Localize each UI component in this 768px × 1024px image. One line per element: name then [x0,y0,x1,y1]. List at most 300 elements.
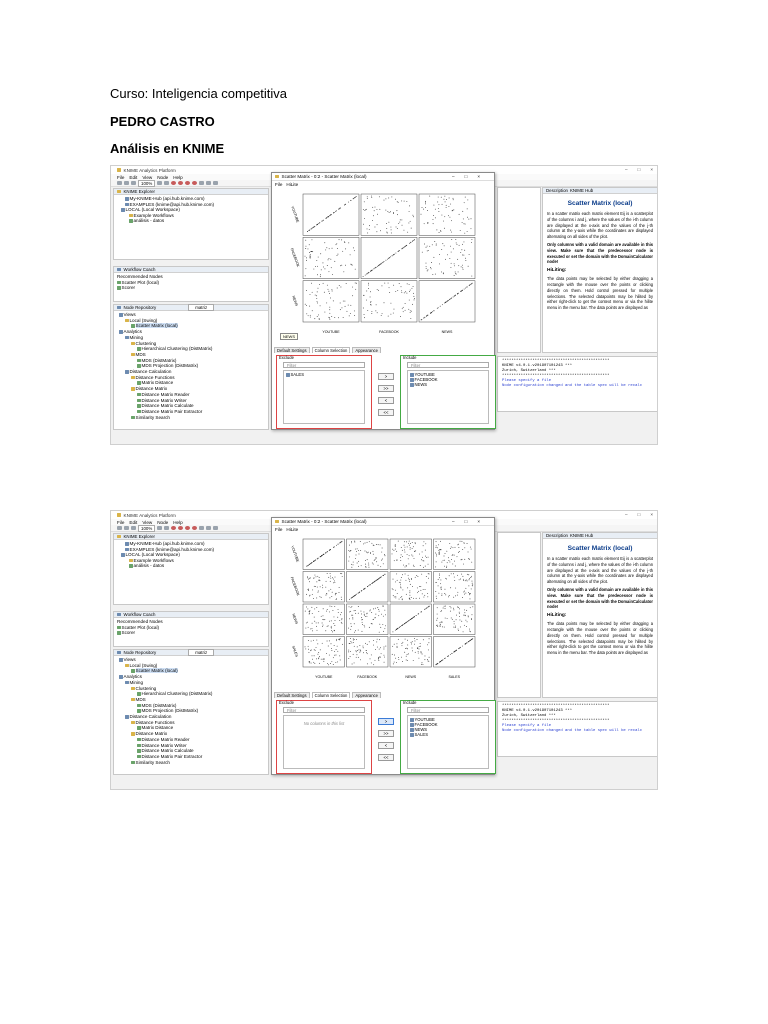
save-all-icon[interactable] [131,526,136,530]
data-point [339,587,340,588]
cancel-all-icon[interactable] [192,181,197,185]
repo-item[interactable]: Similarity Search [135,759,170,765]
data-point [409,579,410,580]
data-point [312,228,313,229]
repo-item[interactable]: Distance Functions [135,719,175,725]
data-point [305,248,306,249]
data-point [449,198,450,199]
data-point [367,196,368,197]
data-point [368,288,369,289]
data-point [375,649,376,650]
scatter-matrix-plot[interactable] [276,189,492,345]
data-point [329,215,330,216]
repo-item[interactable]: Scatter Matrix (local) [135,668,178,674]
menu-node[interactable]: Node [157,174,169,180]
data-point [372,583,373,584]
data-point [414,566,415,567]
data-point [444,196,445,197]
data-point [316,647,317,648]
hub-tab[interactable]: KNIME Hub [569,188,594,193]
menu-file[interactable]: File [117,174,125,180]
repository-search[interactable]: matriz [188,649,214,656]
data-point [464,594,465,595]
data-point [378,290,379,291]
description-tab[interactable]: Description [546,188,568,193]
repository-title: Node Repository [123,305,157,310]
data-point [447,656,448,657]
exclude-filter-input[interactable]: Filter [283,707,365,713]
coach-item[interactable]: Scorer [121,630,136,636]
layout-icon[interactable] [164,181,169,185]
repo-item[interactable]: Views [123,657,136,662]
repo-item[interactable]: Distance Matrix Writer [141,742,187,748]
zoom-select[interactable]: 100% [138,525,155,532]
add-all-button[interactable]: >> [378,730,394,737]
explorer-item[interactable]: EXAMPLES (knime@api.hub.knime.com) [129,546,215,552]
console-line: KNIME v4.0.1.v201907101243 *** [502,709,573,713]
column-name[interactable]: YOUTUBE [414,372,435,377]
data-point [349,611,350,612]
matrix-cell [419,237,475,278]
menu-file[interactable]: File [117,519,125,525]
include-list[interactable] [407,715,489,769]
data-point [401,577,402,578]
data-point [305,628,306,629]
data-point [410,242,411,243]
data-point [318,558,319,559]
cancel-icon[interactable] [185,526,190,530]
explorer-item[interactable]: My-KNIME-Hub (api.hub.knime.com) [129,196,205,201]
repo-item[interactable]: Clustering [135,340,157,346]
repo-item[interactable]: Distance Matrix Reader [141,736,190,742]
include-filter-input[interactable]: Filter [407,362,489,368]
data-point [365,588,366,589]
menu-edit[interactable]: Edit [129,519,138,525]
explorer-item[interactable]: Example Workflows [133,212,174,218]
save-icon[interactable] [124,181,129,185]
execute-all-icon[interactable] [178,526,183,530]
explorer-item[interactable]: EXAMPLES (knime@api.hub.knime.com) [129,201,215,207]
data-point [306,290,307,291]
coach-item[interactable]: Scatter Plot (local) [121,279,160,285]
data-point [449,575,450,576]
repo-item[interactable]: Distance Calculation [129,714,172,720]
data-point [366,652,367,653]
data-point [314,575,315,576]
data-point [425,656,426,657]
data-point [324,268,325,269]
explorer-item[interactable]: My-KNIME-Hub (api.hub.knime.com) [129,541,205,546]
repo-item[interactable]: Distance Matrix Calculate [141,403,194,409]
data-point [401,596,402,597]
data-point [411,642,412,643]
y-axis-label: SALES [291,645,299,658]
close-icon[interactable]: × [650,512,653,517]
data-point [371,196,372,197]
repo-item[interactable]: Local (Swing) [129,662,158,668]
repo-item[interactable]: Distance Matrix Pair Extractor [141,408,203,414]
data-point [398,202,399,203]
data-point [321,616,322,617]
repo-item[interactable]: Distance Functions [135,374,175,380]
new-icon[interactable] [117,526,122,530]
data-point [393,212,394,213]
data-point [334,625,335,626]
align-icon[interactable] [157,181,162,185]
exclude-list[interactable] [283,370,365,424]
data-point [436,545,437,546]
data-point [371,654,372,655]
data-point [310,610,311,611]
explorer-item[interactable]: LOCAL (Local Workspace) [125,552,180,558]
save-all-icon[interactable] [131,181,136,185]
repo-item[interactable]: MDS Projection (DistMatrix) [141,363,199,369]
data-point [391,229,392,230]
data-point [402,625,403,626]
menu-edit[interactable]: Edit [129,174,138,180]
data-point [394,254,395,255]
tab-appearance[interactable]: Appearance [352,692,381,698]
repo-item[interactable]: Distance Calculation [129,369,172,375]
description-p2: Only columns with a valid domain are available in this view. Make sure that the predecessor node is executed or set the domain with the DomainCalculator node! [547,241,653,265]
data-point [370,609,371,610]
data-point [422,662,423,663]
repo-item[interactable]: MDS [135,351,146,357]
reset-icon[interactable] [199,181,204,185]
repo-item[interactable]: MDS [135,696,146,702]
data-point [402,645,403,646]
data-point [330,581,331,582]
data-point [428,649,429,650]
data-point [375,559,376,560]
column-name[interactable]: YOUTUBE [414,717,435,722]
data-point [378,609,379,610]
data-point [394,560,395,561]
data-point [397,646,398,647]
column-name[interactable]: NEWS [414,382,428,387]
node-icon [137,359,141,363]
repo-item[interactable]: Similarity Search [135,414,170,420]
menu-help[interactable]: Help [173,174,183,180]
repo-item[interactable]: Hierarchical Clustering (DistMatrix) [141,691,213,697]
reset-icon[interactable] [199,526,204,530]
data-point [426,263,427,264]
repo-item[interactable]: Clustering [135,685,157,691]
coach-item[interactable]: Scatter Plot (local) [121,624,160,630]
data-point [411,555,412,556]
data-point [357,548,358,549]
dialog-window-controls[interactable]: –□× [451,174,490,179]
data-point [453,199,454,200]
dialog-menu-file[interactable]: File [275,526,283,532]
data-point [421,214,422,215]
add-button[interactable]: > [378,373,394,380]
data-point [339,543,340,544]
data-point [328,590,329,591]
execute-icon[interactable] [171,526,176,530]
data-point [385,210,386,211]
data-point [323,220,324,221]
scatter-matrix-svg[interactable] [276,534,492,690]
data-point [378,659,379,660]
data-point [457,575,458,576]
data-point [434,241,435,242]
close-icon[interactable]: × [650,167,653,172]
data-point [358,561,359,562]
data-point [419,646,420,647]
data-point [306,257,307,258]
data-point [403,565,404,566]
add-all-button[interactable]: >> [378,385,394,392]
console-line: ********************************************** [502,719,610,723]
data-point [350,641,351,642]
coach-item[interactable]: Scorer [121,285,136,291]
data-point [410,290,411,291]
execute-icon[interactable] [171,181,176,185]
column-name[interactable]: FACEBOOK [414,722,438,727]
remove-button[interactable]: < [378,742,394,749]
scatter-matrix-svg[interactable] [276,189,492,345]
layout-icon[interactable] [164,526,169,530]
repo-item[interactable]: Matrix Distance [141,380,174,386]
repo-item[interactable]: Local (Swing) [129,317,158,323]
description-heading: Scatter Matrix (local) [567,200,633,207]
category-icon [125,715,129,719]
data-point [327,551,328,552]
data-point [438,544,439,545]
data-point [309,661,310,662]
explorer-item[interactable]: análisis - datos [133,563,165,569]
repo-item[interactable]: Mining [129,679,144,685]
repo-item[interactable]: Analytics [123,329,142,335]
data-point [468,641,469,642]
minimize-icon[interactable]: – [624,167,628,172]
data-point [392,654,393,655]
data-point [417,587,418,588]
align-icon[interactable] [157,526,162,530]
explorer-icon [117,535,121,539]
minimize-icon[interactable]: – [624,512,628,517]
repo-item[interactable]: MDS Projection (DistMatrix) [141,708,199,714]
data-point [324,242,325,243]
data-point [465,258,466,259]
dialog-menu-file[interactable]: File [275,181,283,187]
explorer-item[interactable]: análisis - datos [133,218,165,224]
data-point [445,589,446,590]
data-point [459,613,460,614]
data-point [322,643,323,644]
data-point [341,573,342,574]
data-point [306,622,307,623]
repo-item[interactable]: Distance Matrix Calculate [141,748,194,754]
data-point [460,541,461,542]
dialog-window-controls[interactable]: –□× [451,519,490,524]
view-icon[interactable] [213,526,218,530]
data-point [398,223,399,224]
add-button[interactable]: > [378,718,394,725]
dialog-menu-hilite[interactable]: HiLite [286,181,299,187]
data-point [401,292,402,293]
remove-all-button[interactable]: << [378,409,394,416]
data-point [442,243,443,244]
zoom-select[interactable]: 100% [138,180,155,187]
hub-icon [125,203,129,207]
repo-item[interactable]: Analytics [123,674,142,680]
data-point [441,272,442,273]
cancel-icon[interactable] [185,181,190,185]
data-point [400,316,401,317]
data-point [435,552,436,553]
data-point [398,541,399,542]
tab-default-settings[interactable]: Default Settings [274,692,310,698]
data-point [404,549,405,550]
node-icon [117,626,121,630]
screenshot-2 [110,510,658,790]
exclude-list[interactable] [283,715,365,769]
data-point [348,242,349,243]
data-point [353,198,354,199]
data-point [422,593,423,594]
data-point [321,221,322,222]
data-point [332,248,333,249]
data-point [348,650,349,651]
remove-all-button[interactable]: << [378,754,394,761]
repo-item[interactable]: Distance Matrix Writer [141,397,187,403]
repo-item[interactable]: Scatter Matrix (local) [135,323,178,329]
explorer-panel [113,188,269,260]
data-point [446,205,447,206]
data-point [409,300,410,301]
include-list[interactable] [407,370,489,424]
data-point [370,553,371,554]
menu-view[interactable]: View [142,519,153,525]
data-point [347,311,348,312]
data-point [423,560,424,561]
data-point [464,250,465,251]
repo-item[interactable]: Distance Matrix Pair Extractor [141,753,203,759]
y-axis-label: FACEBOOK [289,247,301,268]
repo-item[interactable]: Distance Matrix [135,386,168,392]
news-button[interactable]: NEWS [280,333,298,340]
data-point [314,621,315,622]
menu-view[interactable]: View [142,174,153,180]
data-point [367,653,368,654]
repository-search[interactable]: matriz [188,304,214,311]
data-point [308,652,309,653]
data-point [402,225,403,226]
data-point [326,611,327,612]
data-point [350,623,351,624]
data-point [451,252,452,253]
remove-button[interactable]: < [378,397,394,404]
data-point [328,625,329,626]
data-point [362,622,363,623]
repo-item[interactable]: Distance Matrix Reader [141,391,190,397]
maximize-icon[interactable]: □ [637,512,641,517]
column-name[interactable]: FACEBOOK [414,377,438,382]
cancel-all-icon[interactable] [192,526,197,530]
data-point [323,615,324,616]
execute-all-icon[interactable] [178,181,183,185]
menu-help[interactable]: Help [173,519,183,525]
data-point [340,265,341,266]
configure-icon[interactable] [206,526,211,530]
data-point [459,612,460,613]
data-point [391,196,392,197]
data-point [305,268,306,269]
data-point [355,269,356,270]
menu-node[interactable]: Node [157,519,169,525]
data-point [441,562,442,563]
tab-default-settings[interactable]: Default Settings [274,347,310,353]
data-point [376,580,377,581]
data-point [316,295,317,296]
column-name[interactable]: NEWS [414,727,428,732]
data-point [317,587,318,588]
new-icon[interactable] [117,181,122,185]
data-point [453,248,454,249]
data-point [463,255,464,256]
tab-column-selection[interactable]: Column Selection [312,347,351,353]
exclude-filter-input[interactable]: Filter [283,362,365,368]
data-point [423,589,424,590]
tab-column-selection[interactable]: Column Selection [312,692,351,698]
data-point [460,579,461,580]
data-point [376,544,377,545]
data-point [433,257,434,258]
data-point [338,544,339,545]
data-point [340,309,341,310]
dialog-menu-hilite[interactable]: HiLite [286,526,299,532]
description-tab[interactable]: Description [546,533,568,538]
data-point [354,315,355,316]
data-point [418,613,419,614]
data-point [436,620,437,621]
data-point [423,560,424,561]
node-icon [137,399,141,403]
data-point [318,652,319,653]
hub-tab[interactable]: KNIME Hub [569,533,594,538]
explorer-item[interactable]: Example Workflows [133,557,174,563]
repo-item[interactable]: Mining [129,334,144,340]
configure-icon[interactable] [206,181,211,185]
data-point [329,621,330,622]
data-point [354,632,355,633]
console-line: Please specify a file [502,724,552,728]
include-filter-input[interactable]: Filter [407,707,489,713]
data-point [372,220,373,221]
maximize-icon[interactable]: □ [637,167,641,172]
scatter-matrix-plot[interactable] [276,534,492,690]
data-point [337,661,338,662]
repo-item[interactable]: MDS (DistMatrix) [141,702,177,708]
explorer-item[interactable]: LOCAL (Local Workspace) [125,207,180,213]
repo-item[interactable]: Matrix Distance [141,725,174,731]
data-point [417,648,418,649]
data-point [375,207,376,208]
data-point [442,660,443,661]
column-name[interactable]: SALES [414,732,429,737]
save-icon[interactable] [124,526,129,530]
repo-item[interactable]: MDS (DistMatrix) [141,357,177,363]
repo-item[interactable]: Views [123,312,136,317]
data-point [448,656,449,657]
column-name[interactable]: SALES [290,372,305,377]
repo-item[interactable]: Distance Matrix [135,731,168,737]
repo-item[interactable]: Hierarchical Clustering (DistMatrix) [141,346,213,352]
tab-appearance[interactable]: Appearance [352,347,381,353]
view-icon[interactable] [213,181,218,185]
